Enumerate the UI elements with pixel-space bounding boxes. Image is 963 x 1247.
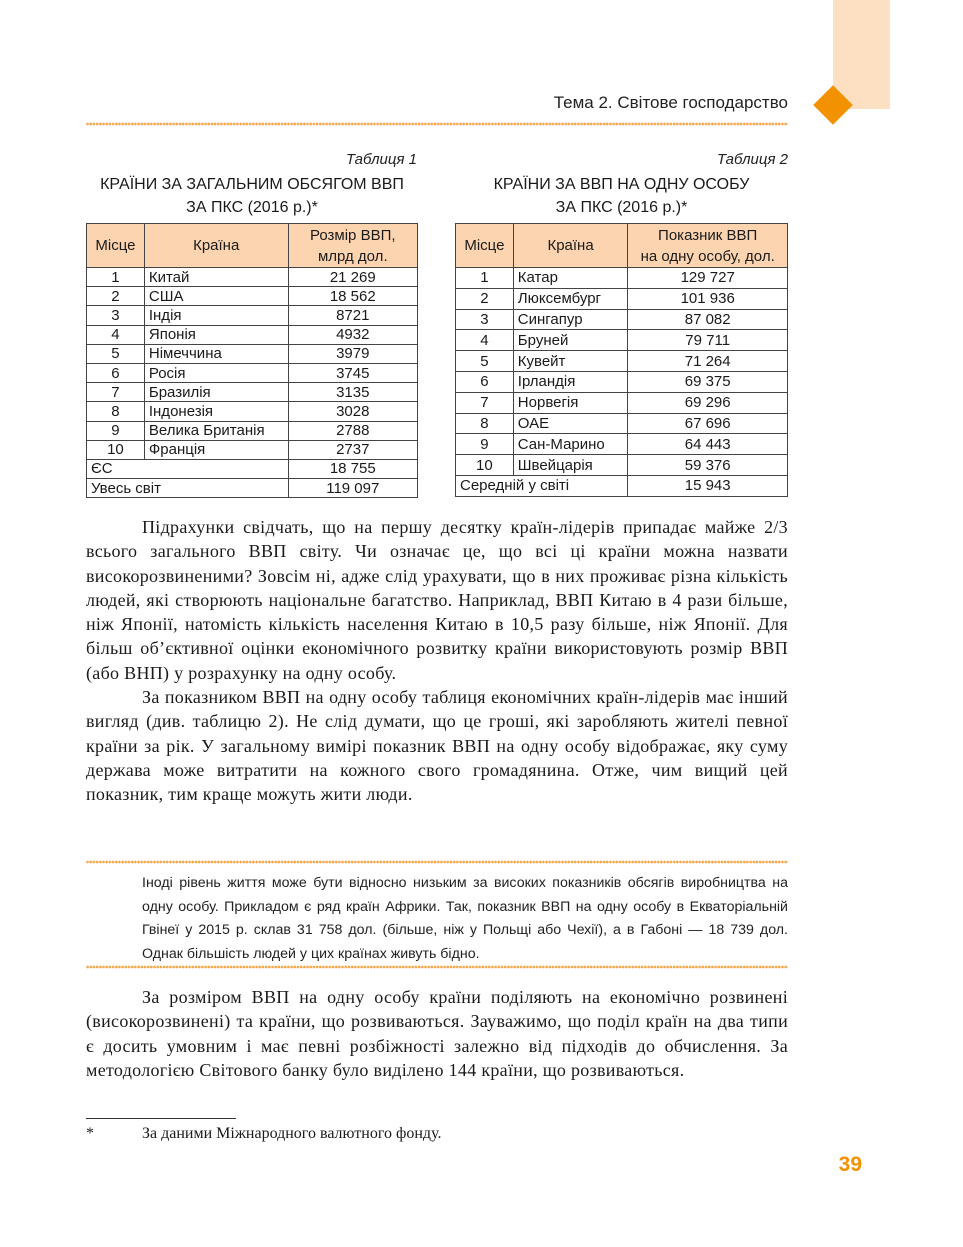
table1-header-row: [87, 224, 418, 268]
row-place: 10: [456, 455, 514, 476]
table1-title-line1: КРАЇНИ ЗА ЗАГАЛЬНИМ ОБСЯГОМ ВВП: [100, 176, 404, 193]
total-label: Середній у світі: [456, 475, 628, 496]
page-tab-decoration: [833, 0, 890, 109]
paragraph-2: За показником ВВП на одну особу таблиця економічних країн-лідерів має інший вигляд (див. таблицю 2). Не слід думати, що це гроші, які заробляють жителі певної країни за рік. У загальному вимірі показник ВВП на одну особу відображає, яку суму держава може витратити на кожного свого громадянина. Отже, чим вищий цей показник, тим краще можуть жити люди.: [86, 687, 788, 805]
table2-col-place: Місце: [456, 224, 514, 268]
table-row: [87, 440, 418, 459]
row-place: 7: [456, 392, 514, 413]
table1: [86, 223, 418, 498]
row-place: 5: [456, 351, 514, 372]
table1-col-country: Країна: [144, 224, 288, 268]
row-place: 1: [87, 268, 145, 287]
table-row: [456, 413, 788, 434]
row-country: Катар: [513, 268, 628, 289]
table-row: [87, 306, 418, 325]
table-total-row: [456, 475, 788, 496]
paragraph-3: За розміром ВВП на одну особу країни поділяють на економічно розвинені (високорозвинені) та країни, що розвиваються. Зауважимо, що поділ країн на два типи є досить умовним і має певні розбіжності залежно від підходів до обчислення. За методологією Світового банку було виділено 144 країни, що розвиваються.: [86, 987, 788, 1080]
table2-title: [455, 173, 788, 219]
row-country: Бразилія: [144, 383, 288, 402]
table2-col-value-line2: на одну особу, дол.: [640, 247, 775, 265]
row-country: Японія: [144, 325, 288, 344]
row-place: 5: [87, 344, 145, 363]
row-place: 9: [456, 434, 514, 455]
row-country: ОАЕ: [513, 413, 628, 434]
table1-col-value-line1: Розмір ВВП,: [310, 226, 396, 244]
row-country: Люксембург: [513, 288, 628, 309]
row-country: Сингапур: [513, 309, 628, 330]
table-row: [456, 330, 788, 351]
total-label: Увесь світ: [87, 479, 289, 498]
table-row: [87, 287, 418, 306]
table-row: [87, 363, 418, 382]
note-top-divider: [86, 859, 788, 865]
row-place: 3: [456, 309, 514, 330]
table1-caption: Таблиця 1: [345, 151, 417, 168]
table1-col-place: Місце: [87, 224, 145, 268]
row-value: 79 711: [628, 330, 788, 351]
table1-col-value-line2: млрд дол.: [317, 247, 388, 265]
row-country: Норвегія: [513, 392, 628, 413]
row-country: Китай: [144, 268, 288, 287]
row-value: 2788: [288, 421, 417, 440]
footnote-marker: *: [86, 1125, 94, 1142]
row-place: 10: [87, 440, 145, 459]
body-text-lower: [86, 985, 788, 1082]
note-bottom-divider: [86, 964, 788, 970]
table2-caption: Таблиця 2: [716, 151, 788, 168]
row-value: 101 936: [628, 288, 788, 309]
row-value: 2737: [288, 440, 417, 459]
row-country: Франція: [144, 440, 288, 459]
row-place: 6: [87, 363, 145, 382]
row-value: 87 082: [628, 309, 788, 330]
page-number: 39: [838, 1153, 862, 1176]
table-row: [87, 402, 418, 421]
table-row: [87, 421, 418, 440]
paragraph-1: Підрахунки свідчать, що на першу десятку країн-лідерів припадає майже 2/3 всього загального ВВП світу. Чи означає це, що всі ці країни можна назвати високорозвиненими? Зовсім ні, адже слід урахувати, що в них проживає різна кількість людей, які створюють національне багатство. Наприклад, ВВП Китаю в 4 рази більше, ніж Японії, натомість кількість населення Китаю в 10,5 разу більше, ніж Японії. Для більш об’єктивної оцінки економічного розвитку країни використовують розмір ВВП (або ВНП) у розрахунку на одну особу.: [86, 517, 788, 683]
row-place: 2: [456, 288, 514, 309]
table-row: [456, 268, 788, 289]
row-place: 4: [456, 330, 514, 351]
row-value: 64 443: [628, 434, 788, 455]
total-value: 15 943: [628, 475, 788, 496]
table-total-row: [87, 479, 418, 498]
row-value: 3745: [288, 363, 417, 382]
table-total-row: [87, 459, 418, 478]
row-country: Бруней: [513, 330, 628, 351]
row-value: 67 696: [628, 413, 788, 434]
body-text-upper: [86, 515, 788, 807]
table2: [455, 223, 788, 497]
row-value: 8721: [288, 306, 417, 325]
row-country: Індія: [144, 306, 288, 325]
row-value: 129 727: [628, 268, 788, 289]
table2-col-value: [628, 224, 788, 268]
table1-title-line2: ЗА ПКС (2016 р.)*: [186, 199, 318, 216]
row-value: 71 264: [628, 351, 788, 372]
row-value: 3028: [288, 402, 417, 421]
table1-title: [86, 173, 418, 219]
table2-col-value-line1: Показник ВВП: [658, 226, 758, 244]
running-header: Тема 2. Світове господарство: [553, 93, 788, 112]
row-value: 21 269: [288, 268, 417, 287]
row-place: 1: [456, 268, 514, 289]
total-value: 119 097: [288, 479, 417, 498]
table-row: [456, 309, 788, 330]
row-place: 8: [456, 413, 514, 434]
note-box: Іноді рівень життя може бути відносно низьким за високих показників обсягів виробництва на одну особу. Прикладом є ряд країн Африки. Так, показник ВВП на одну особу в Екваторіальній Гвінеї у 2015 р. склав 31 758 дол. (більше, ніж у Польщі або Чехії), а в Габоні — 18 739 дол. Однак більшість людей у цих країнах живуть бідно.: [142, 875, 788, 962]
row-country: Індонезія: [144, 402, 288, 421]
dotted-divider: [86, 121, 788, 127]
row-value: 18 562: [288, 287, 417, 306]
row-place: 8: [87, 402, 145, 421]
table-row: [456, 434, 788, 455]
row-place: 4: [87, 325, 145, 344]
total-label: ЄС: [87, 459, 289, 478]
total-value: 18 755: [288, 459, 417, 478]
row-value: 3135: [288, 383, 417, 402]
table-row: [87, 268, 418, 287]
row-place: 2: [87, 287, 145, 306]
table2-col-country: Країна: [513, 224, 628, 268]
table-row: [87, 344, 418, 363]
row-place: 9: [87, 421, 145, 440]
table-row: [456, 371, 788, 392]
row-country: Росія: [144, 363, 288, 382]
row-value: 59 376: [628, 455, 788, 476]
table-row: [87, 383, 418, 402]
table1-col-value: [288, 224, 417, 268]
row-place: 6: [456, 371, 514, 392]
footnote-rule: [86, 1118, 236, 1119]
row-country: Сан-Марино: [513, 434, 628, 455]
row-place: 3: [87, 306, 145, 325]
row-country: США: [144, 287, 288, 306]
row-country: Кувейт: [513, 351, 628, 372]
footnote-text: За даними Міжнародного валютного фонду.: [142, 1125, 442, 1142]
row-value: 69 375: [628, 371, 788, 392]
table-row: [456, 455, 788, 476]
table-row: [456, 288, 788, 309]
table-row: [456, 351, 788, 372]
row-country: Німеччина: [144, 344, 288, 363]
table-row: [456, 392, 788, 413]
row-country: Швейцарія: [513, 455, 628, 476]
row-place: 7: [87, 383, 145, 402]
table-row: [87, 325, 418, 344]
table2-title-line2: ЗА ПКС (2016 р.)*: [555, 199, 688, 216]
table2-header-row: [456, 224, 788, 268]
row-value: 4932: [288, 325, 417, 344]
row-country: Велика Британія: [144, 421, 288, 440]
table2-title-line1: КРАЇНИ ЗА ВВП НА ОДНУ ОСОБУ: [493, 176, 750, 193]
row-value: 69 296: [628, 392, 788, 413]
row-value: 3979: [288, 344, 417, 363]
row-country: Ірландія: [513, 371, 628, 392]
